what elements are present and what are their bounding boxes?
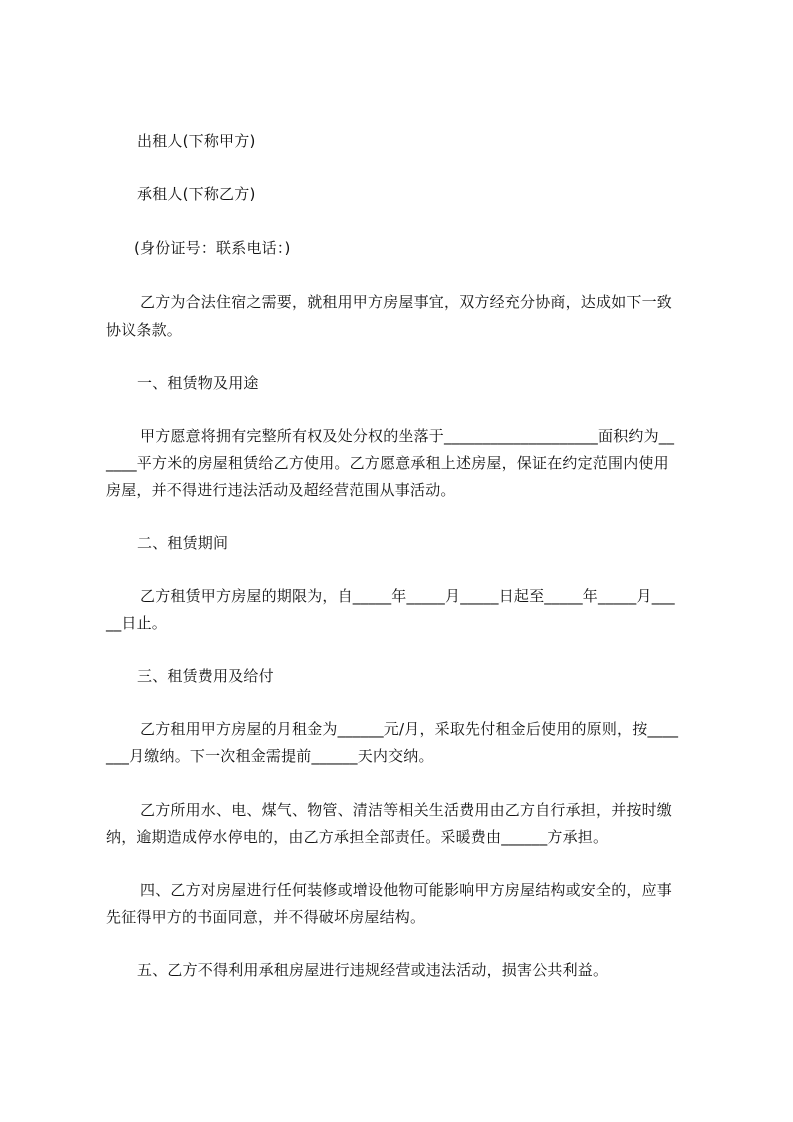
section-1-line-1: 甲方愿意将拥有完整所有权及处分权的坐落于____________________面积约为__: [140, 427, 675, 445]
section-3-line-4: 纳，逾期造成停水停电的，由乙方承担全部责任。采暖费由______方承担。: [106, 828, 609, 846]
intro-line-1: 乙方为合法住宿之需要，就租用甲方房屋事宜，双方经充分协商，达成如下一致: [140, 293, 673, 311]
section-1-heading: 一、租赁物及用途: [137, 374, 259, 392]
section-2-heading: 二、租赁期间: [137, 534, 229, 552]
intro-line-2: 协议条款。: [106, 321, 183, 339]
section-4-line-1: 四、乙方对房屋进行任何装修或增设他物可能影响甲方房屋结构或安全的，应事: [140, 881, 673, 899]
section-1-line-3: 房屋，并不得进行违法活动及超经营范围从事活动。: [106, 481, 456, 499]
section-5-line-1: 五、乙方不得利用承租房屋进行违规经营或违法活动，损害公共利益。: [137, 961, 609, 979]
section-1-line-2: ____平方米的房屋租赁给乙方使用。乙方愿意承租上述房屋，保证在约定范围内使用: [106, 454, 669, 472]
id-phone-line: (身份证号：联系电话：): [134, 239, 291, 257]
section-3-heading: 三、租赁费用及给付: [137, 667, 274, 685]
lessee-line: 承租人(下称乙方): [137, 185, 256, 203]
section-2-line-2: __日止。: [106, 614, 168, 632]
section-2-line-1: 乙方租赁甲方房屋的期限为，自_____年_____月_____日起至_____年_____月___: [140, 587, 675, 605]
section-3-line-1: 乙方租用甲方房屋的月租金为______元/月，采取先付租金后使用的原则，按____: [140, 720, 679, 738]
lessor-line: 出租人(下称甲方): [137, 132, 256, 150]
section-3-line-3: 乙方所用水、电、煤气、物管、清洁等相关生活费用由乙方自行承担，并按时缴: [140, 801, 673, 819]
section-3-line-2: ___月缴纳。下一次租金需提前______天内交纳。: [106, 747, 434, 765]
section-4-line-2: 先征得甲方的书面同意，并不得破坏房屋结构。: [106, 908, 426, 926]
